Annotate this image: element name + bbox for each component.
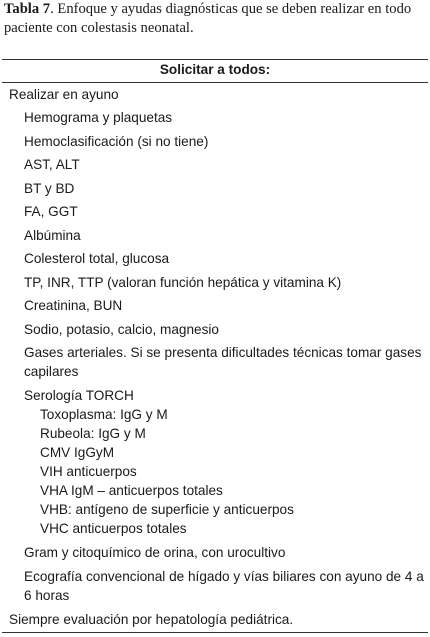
serologia-item: CMV IgGyM (40, 445, 115, 460)
caption-text-1: . Enfoque y ayudas diagnósticas que se deben realizar en todo (50, 1, 412, 17)
gram-line: Gram y citoquímico de orina, con urocultivo (24, 545, 286, 560)
list-item: TP, INR, TTP (valoran función hepática y vitamina K) (24, 275, 342, 290)
serologia-title: Serología TORCH (24, 388, 134, 403)
caption-label: Tabla 7 (4, 1, 51, 17)
list-item: Creatinina, BUN (24, 298, 123, 313)
caption-line-1 (4, 0, 428, 19)
serologia-item: Rubeola: IgG y M (40, 426, 146, 441)
list-item: Sodio, potasio, calcio, magnesio (24, 322, 219, 337)
list-item: Hemoclasificación (si no tiene) (24, 134, 209, 149)
eco-line-2: 6 horas (24, 588, 70, 603)
eco-line-1: Ecografía convencional de hígado y vías biliares con ayuno de 4 a (24, 569, 424, 584)
caption-line-2: paciente con colestasis neonatal. (4, 20, 194, 36)
gases-line-2: capilares (24, 364, 79, 379)
serologia-item: Toxoplasma: IgG y M (40, 407, 168, 422)
list-item: FA, GGT (24, 204, 78, 219)
header-rule (2, 82, 428, 83)
table-caption (4, 0, 428, 38)
list-item: AST, ALT (24, 157, 80, 172)
list-item: Albúmina (24, 228, 81, 243)
serologia-item: VHA IgM – anticuerpos totales (40, 483, 223, 498)
list-item: Colesterol total, glucosa (24, 251, 170, 266)
bottom-rule (2, 632, 428, 633)
footer-line: Siempre evaluación por hepatología pediátrica. (9, 612, 294, 627)
serologia-item: VHC anticuerpos totales (40, 521, 187, 536)
intro-line: Realizar en ayuno (9, 87, 119, 102)
table-header: Solicitar a todos: (159, 62, 271, 77)
serologia-item: VIH anticuerpos (40, 464, 137, 479)
list-item: BT y BD (24, 181, 75, 196)
gases-line-1: Gases arteriales. Si se presenta dificultades técnicas tomar gases (24, 345, 422, 360)
top-rule (2, 59, 428, 60)
list-item: Hemograma y plaquetas (24, 110, 173, 125)
serologia-item: VHB: antígeno de superficie y anticuerpos (40, 502, 294, 517)
